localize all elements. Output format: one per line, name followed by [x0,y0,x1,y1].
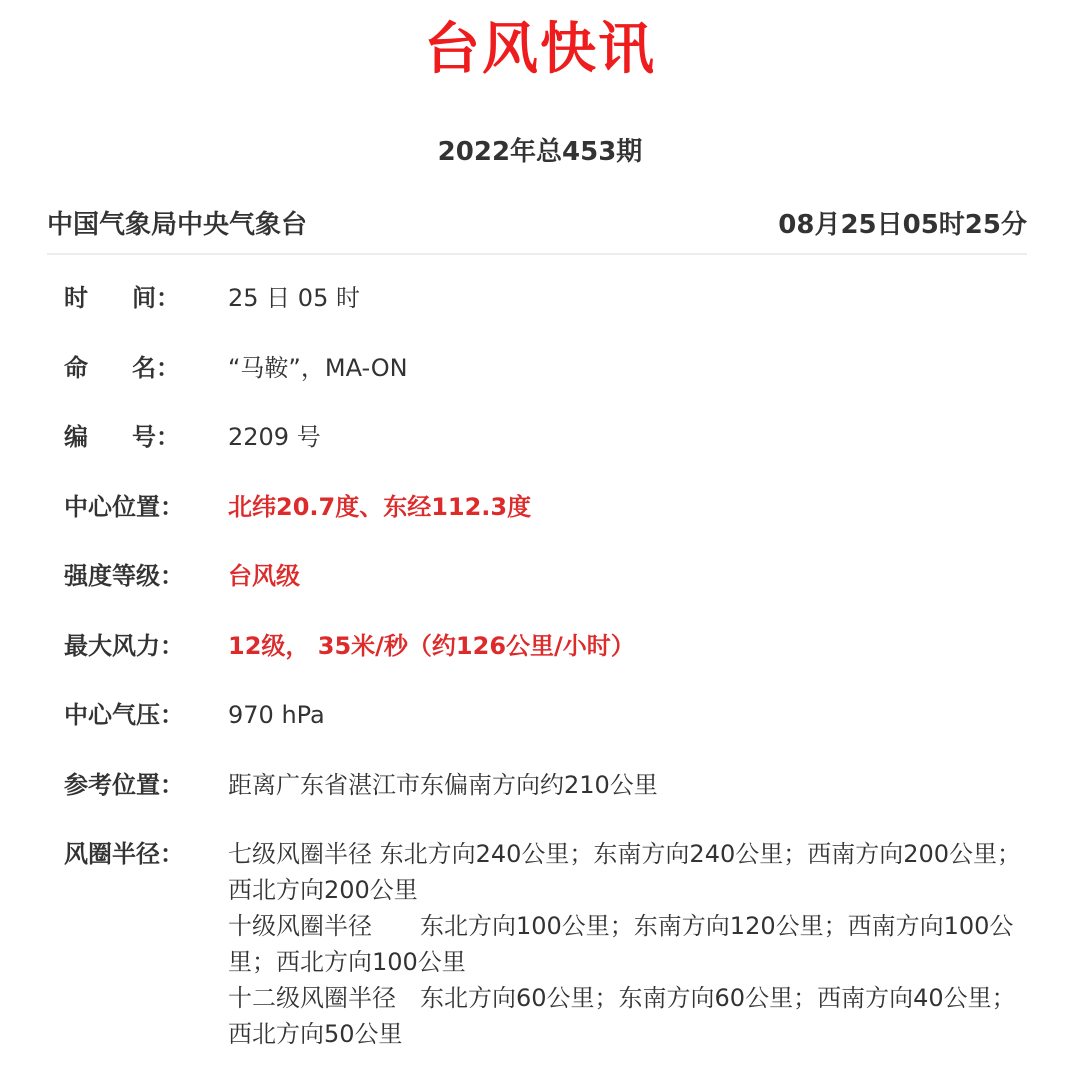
field-center-pressure [64,697,1024,767]
field-label: 命 名： [64,353,180,382]
field-value-wind-radius [228,836,1024,1052]
bulletin-header [47,206,1027,244]
field-value-center-position: 北纬20.7度、东经112.3度 [228,492,532,521]
wind-radius-level-12: 十二级风圈半径 东北方向60公里；东南方向60公里；西南方向40公里；西北方向50公里 [228,984,1016,1048]
field-wind-radius [64,836,1024,1052]
issue-number: 2022年总453期 [437,137,643,167]
field-value-time: 25 日 05 时 [228,284,360,312]
field-intensity [64,558,1024,628]
page-title: 台风快讯 [424,17,656,82]
field-label: 参考位置： [64,770,184,799]
field-value-number: 2209 号 [228,423,321,451]
field-number [64,419,1024,489]
field-max-wind [64,628,1024,698]
field-label: 中心位置： [64,492,184,521]
field-label: 中心气压： [64,701,184,729]
field-time [64,280,1024,350]
issue-datetime: 08月25日05时25分 [778,210,1027,240]
field-label: 最大风力： [64,631,184,660]
wind-radius-level-7: 七级风圈半径 东北方向240公里；东南方向240公里；西南方向200公里；西北方向200公里 [228,840,1022,904]
field-label: 风圈半径： [64,840,184,868]
field-center-position [64,489,1024,559]
field-value-center-pressure: 970 hPa [228,701,325,729]
field-label: 时 间： [64,284,180,312]
field-value-intensity: 台风级 [228,562,300,590]
field-value-reference-position: 距离广东省湛江市东偏南方向约210公里 [228,770,658,799]
field-value-name: “马鞍”，MA-ON [228,353,408,382]
field-label: 编 号： [64,423,180,451]
field-name [64,350,1024,420]
agency-name: 中国气象局中央气象台 [47,210,308,240]
field-reference-position [64,767,1024,837]
divider [47,253,1027,255]
field-value-max-wind: 12级， 35米/秒（约126公里/小时） [228,631,635,660]
typhoon-info-list [64,280,1024,1052]
wind-radius-level-10: 十级风圈半径 东北方向100公里；东南方向120公里；西南方向100公里；西北方向100公里 [228,912,1014,976]
field-label: 强度等级： [64,562,184,590]
